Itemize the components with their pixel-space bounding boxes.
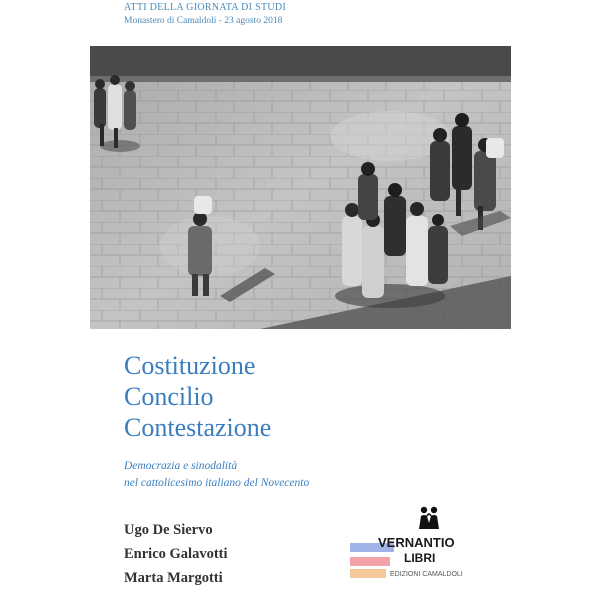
series-subtitle: Monastero di Camaldoli - 23 agosto 2018	[124, 16, 283, 26]
badge-stripe	[350, 557, 390, 566]
badge-word-secondary: LIBRI	[404, 551, 436, 565]
book-subtitle-line: nel cattolicesimo italiano del Novecento	[124, 477, 310, 489]
book-title	[124, 350, 271, 443]
book-subtitle-line: Democrazia e sinodalità	[124, 460, 238, 472]
series-title: ATTI DELLA GIORNATA DI STUDI	[124, 2, 287, 13]
book-title-line: Contestazione	[124, 413, 272, 442]
badge-publisher: EDIZIONI CAMALDOLI	[390, 571, 463, 578]
cover-photo-illustration	[90, 46, 511, 329]
author-name: Enrico Galavotti	[124, 546, 228, 562]
book-subtitle	[124, 458, 309, 492]
badge-word-primary: VERNANTIO	[378, 535, 455, 550]
book-title-line: Costituzione	[124, 351, 256, 380]
people-icon	[416, 505, 442, 531]
publisher-badge	[350, 505, 472, 585]
author-name: Marta Margotti	[124, 570, 223, 586]
badge-stripe	[350, 569, 386, 578]
author-name: Ugo De Siervo	[124, 522, 213, 538]
cover-photo	[90, 46, 511, 329]
book-title-line: Concilio	[124, 382, 214, 411]
author-list	[124, 518, 228, 590]
